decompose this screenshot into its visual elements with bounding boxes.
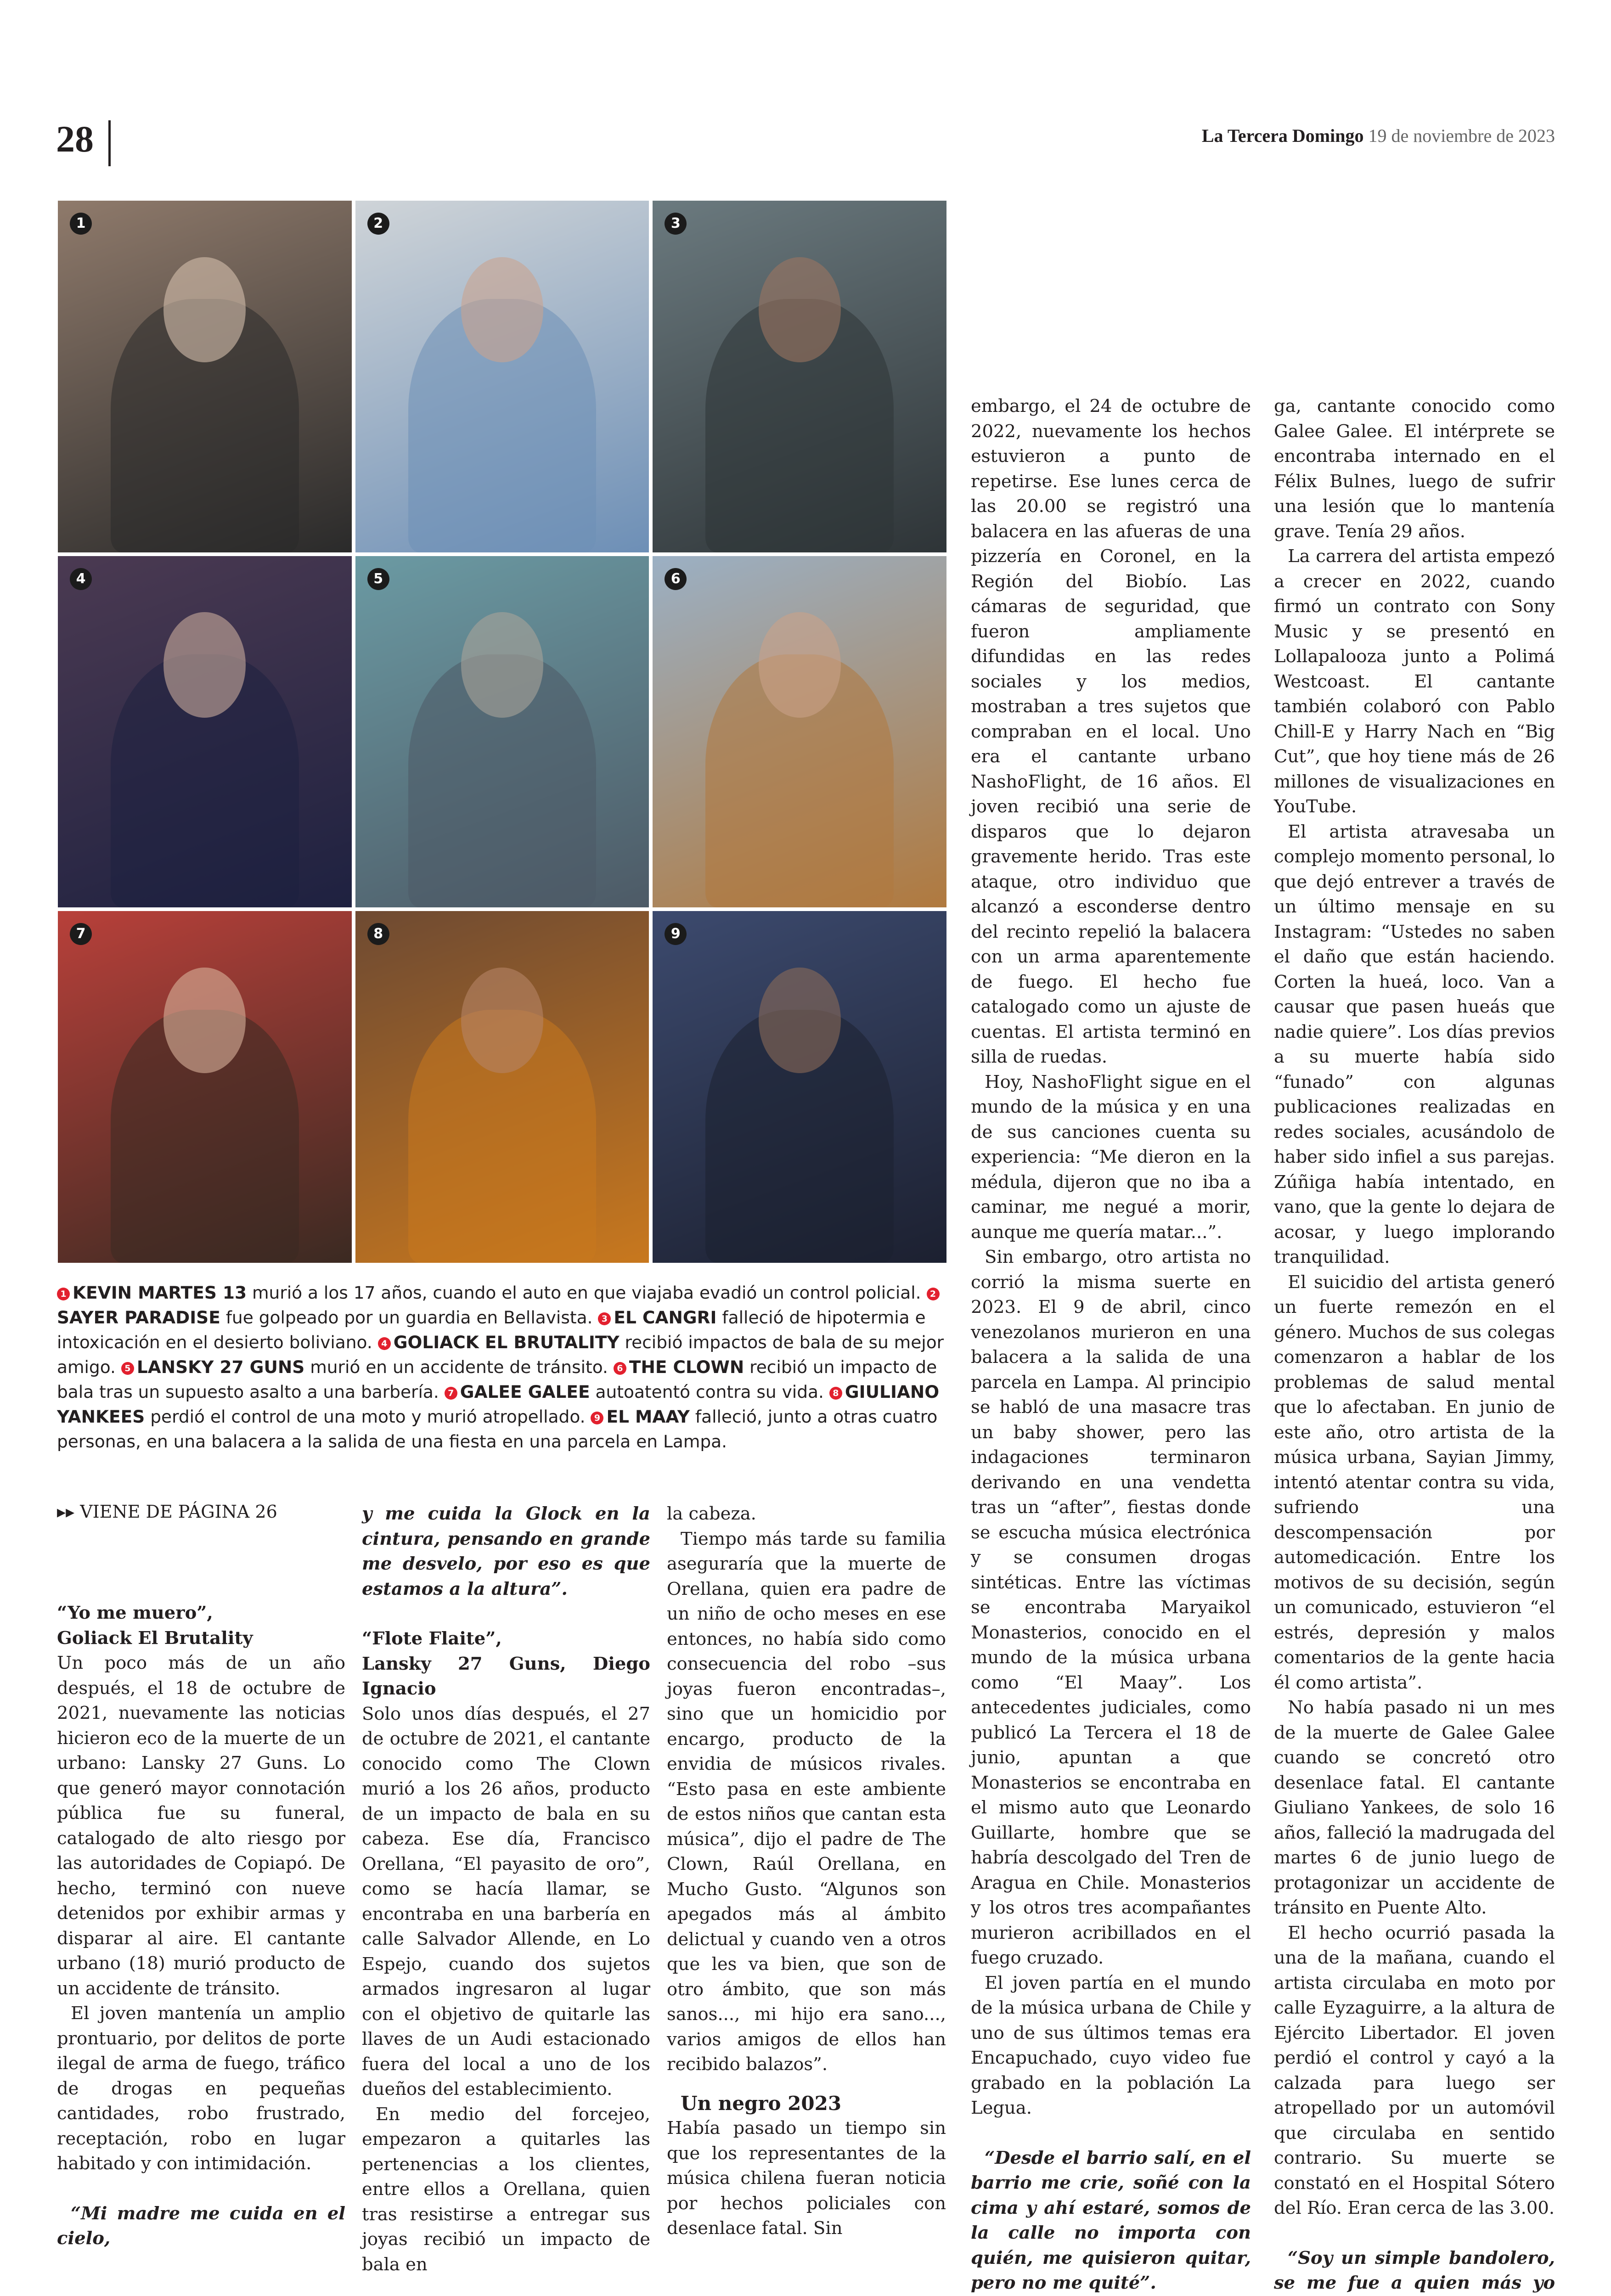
article-column-5	[1274, 394, 1555, 2296]
paragraph: Un poco más de un año después, el 18 de octubre de 2021, nuevamente las noticias hicieron eco de la muerte de un urbano: Lansky 27 Guns. Lo que generó mayor connotación pública fue su funeral, catalogado de alto riesgo por las autoridades de Copiapó. De hecho, terminó con nueve detenidos por exhibir armas y disparar al aire. El cantante urbano (18) murió producto de un accidente de tránsito.	[57, 1651, 345, 2001]
portrait-head	[759, 257, 841, 363]
paragraph: Hoy, NashoFlight sigue en el mundo de la música y en una de sus canciones cuenta su experiencia: “Me dieron en la médula, dijeron que no iba a caminar, me negué a morir, aunque me quería matar...”.	[971, 1070, 1251, 1245]
photo-caption	[57, 1280, 951, 1454]
caption-text: murió a los 17 años, cuando el auto en que viajaba evadió un control policial.	[247, 1283, 921, 1303]
caption-text: murió en un accidente de tránsito.	[304, 1357, 608, 1377]
page-number: 28	[56, 120, 94, 158]
paragraph: Sin embargo, otro artista no corrió la misma suerte en 2023. El 9 de abril, cinco venezolanos murieron en una balacera a la salida de una parcela en Lampa. Al principio se habló de una masacre tras un baby shower, pero las indagaciones terminaron derivando en una vendetta tras un “after”, fiestas donde se escucha música electrónica y se consumen drogas sintéticas. Entre las víctimas se encontraba Maryaikol Monasterios, conocido en el mundo de la música urbana como “El Maay”. Los antecedentes judiciales, como publicó La Tercera el 18 de junio, apuntan a que Monasterios se encontraba en el mismo auto que Leonardo Guillarte, hombre que se habría descolgado del Tren de Aragua en Chile. Monasterios y los otros tres acompañantes murieron acribillados en el fuego cruzado.	[971, 1245, 1251, 1971]
portrait-head	[163, 612, 246, 718]
portrait-photo	[355, 201, 649, 552]
portrait-photo	[355, 556, 649, 908]
portrait-photo	[355, 911, 649, 1263]
photo-number-badge: 2	[367, 213, 389, 235]
paragraph: El artista atravesaba un complejo momento personal, lo que dejó entrever a través de un último mensaje en su Instagram: “Ustedes no saben el daño que están haciendo. Corten la hueá, loco. Van a causar que pasen hueás que nadie quiere”. Los días previos a su muerte había sido “funado” con algunas publicaciones realizadas en redes sociales, acusándolo de haber sido infiel a sus parejas. Zúñiga había intentado, en vano, que la gente lo dejara de acosar, y luego implorando tranquilidad.	[1274, 820, 1555, 1270]
artist-name: THE CLOWN	[629, 1357, 744, 1377]
artist-name: GOLIACK EL BRUTALITY	[394, 1332, 620, 1352]
caption-text: perdió el control de una moto y murió atropellado.	[145, 1407, 585, 1427]
photo-number-badge: 4	[70, 568, 92, 590]
caption-number-badge: 6	[614, 1362, 626, 1375]
paragraph: El joven partía en el mundo de la música urbana de Chile y uno de sus últimos temas era Encapuchado, cuyo video fue grabado en la población La Legua.	[971, 1971, 1251, 2121]
paragraph: embargo, el 24 de octubre de 2022, nuevamente los hechos estuvieron a punto de repetirse. Ese lunes cerca de las 20.00 se registró una balacera en las afueras de una pizzería en Coronel, en la Región del Biobío. Las cámaras de seguridad, que fueron ampliamente difundidas en las redes sociales y los medios, mostraban a tres sujetos que compraban en el local. Uno era el cantante urbano NashoFlight, de 16 años. El joven recibió una serie de disparos que lo dejaron gravemente herido. Tras este ataque, otro individuo que alcanzó a esconderse dentro del recinto repelió la balacera con un arma aparentemente de fuego. El hecho fue catalogado como un ajuste de cuentas. El artista terminó en silla de ruedas.	[971, 394, 1251, 1070]
paragraph: la cabeza.	[667, 1502, 946, 1527]
portrait-photo	[653, 911, 946, 1263]
caption-entry	[445, 1382, 824, 1402]
photo-number-badge: 1	[70, 213, 92, 235]
photo-number-badge: 5	[367, 568, 389, 590]
lyric-quote: “Soy un simple bandolero, se me fue a quien más yo	[1274, 2246, 1555, 2296]
caption-text: recibió impactos de bala de su mejor amigo.	[57, 1332, 944, 1377]
caption-text: falleció de hipotermia e intoxicación en el desierto boliviano.	[57, 1307, 926, 1352]
portrait-head	[461, 612, 543, 718]
article-column-4	[971, 394, 1251, 2296]
portrait-photo	[58, 556, 352, 908]
portrait-head	[163, 968, 246, 1073]
article-column-3	[667, 1502, 946, 2241]
caption-text: recibió un impacto de bala tras un supuesto asalto a una barbería.	[57, 1357, 937, 1402]
artist-name: GALEE GALEE	[460, 1382, 590, 1402]
issue-date: 19 de noviembre de 2023	[1368, 125, 1555, 146]
caption-entry	[57, 1283, 921, 1303]
paragraph: El suicidio del artista generó un fuerte remezón en el género. Muchos de sus colegas comenzaron a hablar de los problemas de salud mental que lo afectaban. En junio de este año, otro artista de la música urbana, Sayian Jimmy, intentó atentar contra su vida, sufriendo una descompensación por automedicación. Entre los motivos de su decisión, según un comunicado, estuvieron “el estrés, depresión y malos comentarios de la gente hacia él como artista”.	[1274, 1270, 1555, 1696]
caption-number-badge: 9	[591, 1412, 603, 1424]
caption-number-badge: 1	[57, 1288, 70, 1300]
photo-number-badge: 6	[665, 568, 687, 590]
portrait-head	[163, 257, 246, 363]
caption-text: fue golpeado por un guardia en Bellavista.	[220, 1307, 593, 1328]
masthead	[1202, 125, 1555, 146]
portrait-photo	[58, 201, 352, 552]
portrait-head	[461, 968, 543, 1073]
photo-number-badge: 8	[367, 923, 389, 945]
paragraph: La carrera del artista empezó a crecer en 2022, cuando firmó un contrato con Sony Music y se presentó en Lollapalooza junto a Polimá Westcoast. El cantante también colaboró con Pablo Chill-E y Harry Nach en “Big Cut”, que hoy tiene más de 26 millones de visualizaciones en YouTube.	[1274, 544, 1555, 820]
continued-from: ▸▸ VIENE DE PÁGINA 26	[57, 1502, 314, 1522]
portrait-photo	[58, 911, 352, 1263]
lyric-quote: y me cuida la Glock en la cintura, pensando en grande me desvelo, por eso es que estamos a la altura”.	[362, 1502, 650, 1602]
paragraph: El hecho ocurrió pasada la una de la mañana, cuando el artista circulaba en moto por calle Eyzaguirre, a la altura de Ejército Libertador. El joven perdió el control y cayó a la calzada para luego ser atropellado por un automóvil que circulaba en sentido contrario. Su muerte se constató en el Hospital Sótero del Río. Eran cerca de las 3.00.	[1274, 1921, 1555, 2221]
portrait-head	[759, 612, 841, 718]
artist-name: EL CANGRI	[614, 1307, 716, 1328]
paragraph: ga, cantante conocido como Galee Galee. El intérprete se encontraba internado en el Félix Bulnes, luego de sufrir una lesión que lo mantenía grave. Tenía 29 años.	[1274, 394, 1555, 544]
section-subhead: Un negro 2023	[667, 2091, 946, 2116]
caption-number-badge: 3	[598, 1312, 611, 1325]
caption-number-badge: 7	[445, 1387, 457, 1400]
paragraph: El joven mantenía un amplio prontuario, por delitos de porte ilegal de arma de fuego, tráfico de drogas en pequeñas cantidades, robo frustrado, receptación, robo en lugar habitado y con intimidación.	[57, 2001, 345, 2177]
page-number-rule	[108, 120, 111, 166]
artist-name: GIULIANO YANKEES	[57, 1382, 939, 1427]
lyric-quote: “Desde el barrio salí, en el barrio me crie, soñé con la cima y ahí estaré, somos de la calle no importa con quién, me quisieron quitar, pero no me quité”.	[971, 2146, 1251, 2296]
article-column-2	[362, 1502, 650, 2277]
photo-number-badge: 7	[70, 923, 92, 945]
paragraph: No había pasado ni un mes de la muerte de Galee Galee cuando se concretó otro desenlace fatal. El cantante Giuliano Yankees, de solo 16 años, falleció la madrugada del martes 6 de junio luego de protagonizar un accidente de tránsito en Puente Alto.	[1274, 1695, 1555, 1921]
artist-name: EL MAAY	[606, 1407, 690, 1427]
portrait-photo	[653, 556, 946, 908]
paragraph: Tiempo más tarde su familia aseguraría que la muerte de Orellana, quien era padre de un niño de ocho meses en ese entonces, no había sido como consecuencia del robo –sus joyas fueron encontradas–, sino que un homicidio por encargo, producto de la envidia de músicos rivales. “Esto pasa en este ambiente de estos niños que cantan esta música”, dijo el padre de The Clown, Raúl Orellana, en Mucho Gusto. “Algunos son apegados más al ámbito delictual y cuando ven a otros que les va bien, que son de otro ámbito, que son más sanos..., mi hijo era sano..., varios amigos de ellos han recibido balazos”.	[667, 1527, 946, 2077]
caption-text: autoatentó contra su vida.	[590, 1382, 824, 1402]
paragraph: En medio del forcejeo, empezaron a quitarles las pertenencias a los clientes, entre ellos a Orellana, quien tras resistirse a entregar sus joyas recibió un impacto de bala en	[362, 2102, 650, 2278]
article-column-1	[57, 1601, 345, 2251]
artist-name: LANSKY 27 GUNS	[137, 1357, 304, 1377]
artist-name: SAYER PARADISE	[57, 1307, 220, 1328]
lyric-title: “Flote Flaite”,	[362, 1626, 650, 1652]
lyric-quote: “Mi madre me cuida en el cielo,	[57, 2201, 345, 2251]
caption-entry	[121, 1357, 608, 1377]
portrait-head	[461, 257, 543, 363]
lyric-title: “Yo me muero”,	[57, 1601, 345, 1626]
brand: La Tercera Domingo	[1202, 125, 1364, 146]
paragraph: Había pasado un tiempo sin que los representantes de la música chilena fueran noticia por hechos policiales con desenlace fatal. Sin	[667, 2116, 946, 2241]
lyric-author: Lansky 27 Guns, Diego Ignacio	[362, 1652, 650, 1702]
portrait-head	[759, 968, 841, 1073]
caption-number-badge: 8	[829, 1387, 842, 1400]
photo-grid	[58, 201, 946, 1263]
caption-number-badge: 4	[378, 1337, 391, 1350]
lyric-author: Goliack El Brutality	[57, 1626, 345, 1651]
paragraph: Solo unos días después, el 27 de octubre de 2021, el cantante conocido como The Clown murió a los 26 años, producto de un impacto de bala en su cabeza. Ese día, Francisco Orellana, “El payasito de oro”, como se hacía llamar, se encontraba en una barbería en calle Salvador Allende, en Lo Espejo, cuando dos sujetos armados ingresaron al lugar con el objetivo de quitarle las llaves de un Audi estacionado fuera del local a uno de los dueños del establecimiento.	[362, 1702, 650, 2102]
caption-number-badge: 5	[121, 1362, 134, 1375]
photo-number-badge: 3	[665, 213, 687, 235]
artist-name: KEVIN MARTES 13	[73, 1283, 247, 1303]
photo-number-badge: 9	[665, 923, 687, 945]
caption-number-badge: 2	[927, 1288, 940, 1300]
caption-text: falleció, junto a otras cuatro personas, en una balacera a la salida de una fiesta en una parcela en Lampa.	[57, 1407, 937, 1452]
portrait-photo	[653, 201, 946, 552]
